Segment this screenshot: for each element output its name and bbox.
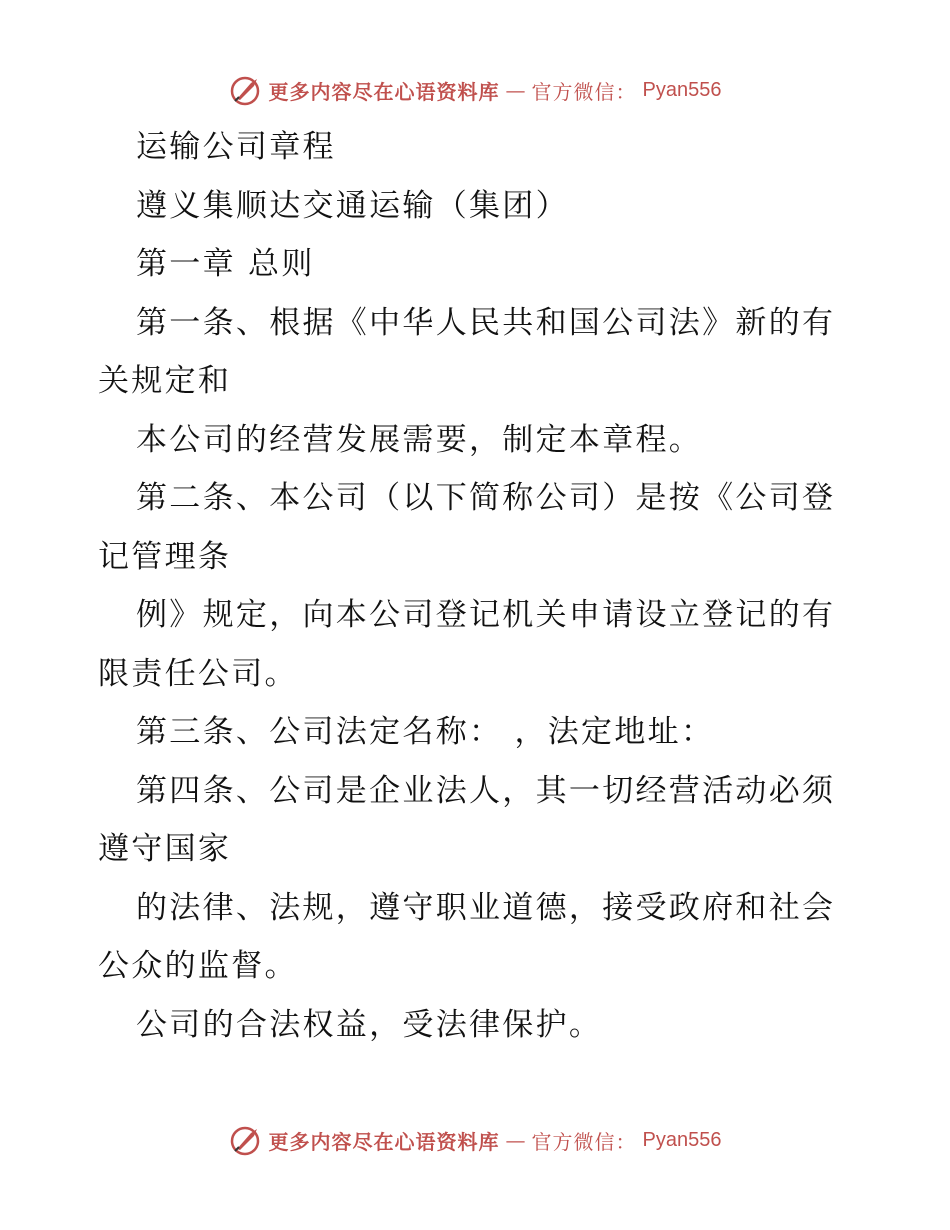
article-1-line-2: 本公司的经营发展需要，制定本章程。 (136, 421, 703, 458)
watermark-brand: 更多内容尽在心语资料库 (268, 79, 500, 104)
watermark-separator: — (505, 1128, 526, 1152)
article-4-line-2: 的法律、法规，遵守职业道德，接受政府和社会公众的监督。 (98, 889, 836, 984)
watermark-wechat-label: 官方微信： (531, 1129, 637, 1154)
watermark-footer (0, 1120, 950, 1160)
article-4-line-1: 第四条、公司是企业法人，其一切经营活动必须遵守国家 (98, 772, 836, 867)
article-2-line-2: 例》规定，向本公司登记机关申请设立登记的有限责任公司。 (98, 597, 836, 692)
article-3: 第三条、公司法定名称： ，法定地址： (136, 714, 715, 750)
article-2-line-1: 第二条、本公司（以下简称公司）是按《公司登记管理条 (98, 480, 836, 575)
watermark-brand: 更多内容尽在心语资料库 (268, 1129, 500, 1154)
quill-pen-logo-icon (229, 73, 263, 107)
watermark-separator: — (505, 78, 526, 102)
watermark-header (0, 70, 950, 110)
document-body (98, 118, 854, 1054)
quill-pen-logo-icon (229, 1123, 263, 1157)
watermark-account: Pyan556 (642, 1128, 722, 1151)
watermark-account: Pyan556 (642, 78, 722, 101)
article-1-line-1: 第一条、根据《中华人民共和国公司法》新的有关规定和 (98, 304, 836, 399)
chapter-heading: 第一章 总则 (136, 246, 315, 282)
company-name-line: 遵义集顺达交通运输（集团） (136, 187, 569, 224)
document-title: 运输公司章程 (136, 129, 336, 165)
watermark-wechat-label: 官方微信： (531, 79, 637, 104)
article-4-line-3: 公司的合法权益，受法律保护。 (136, 1006, 603, 1043)
